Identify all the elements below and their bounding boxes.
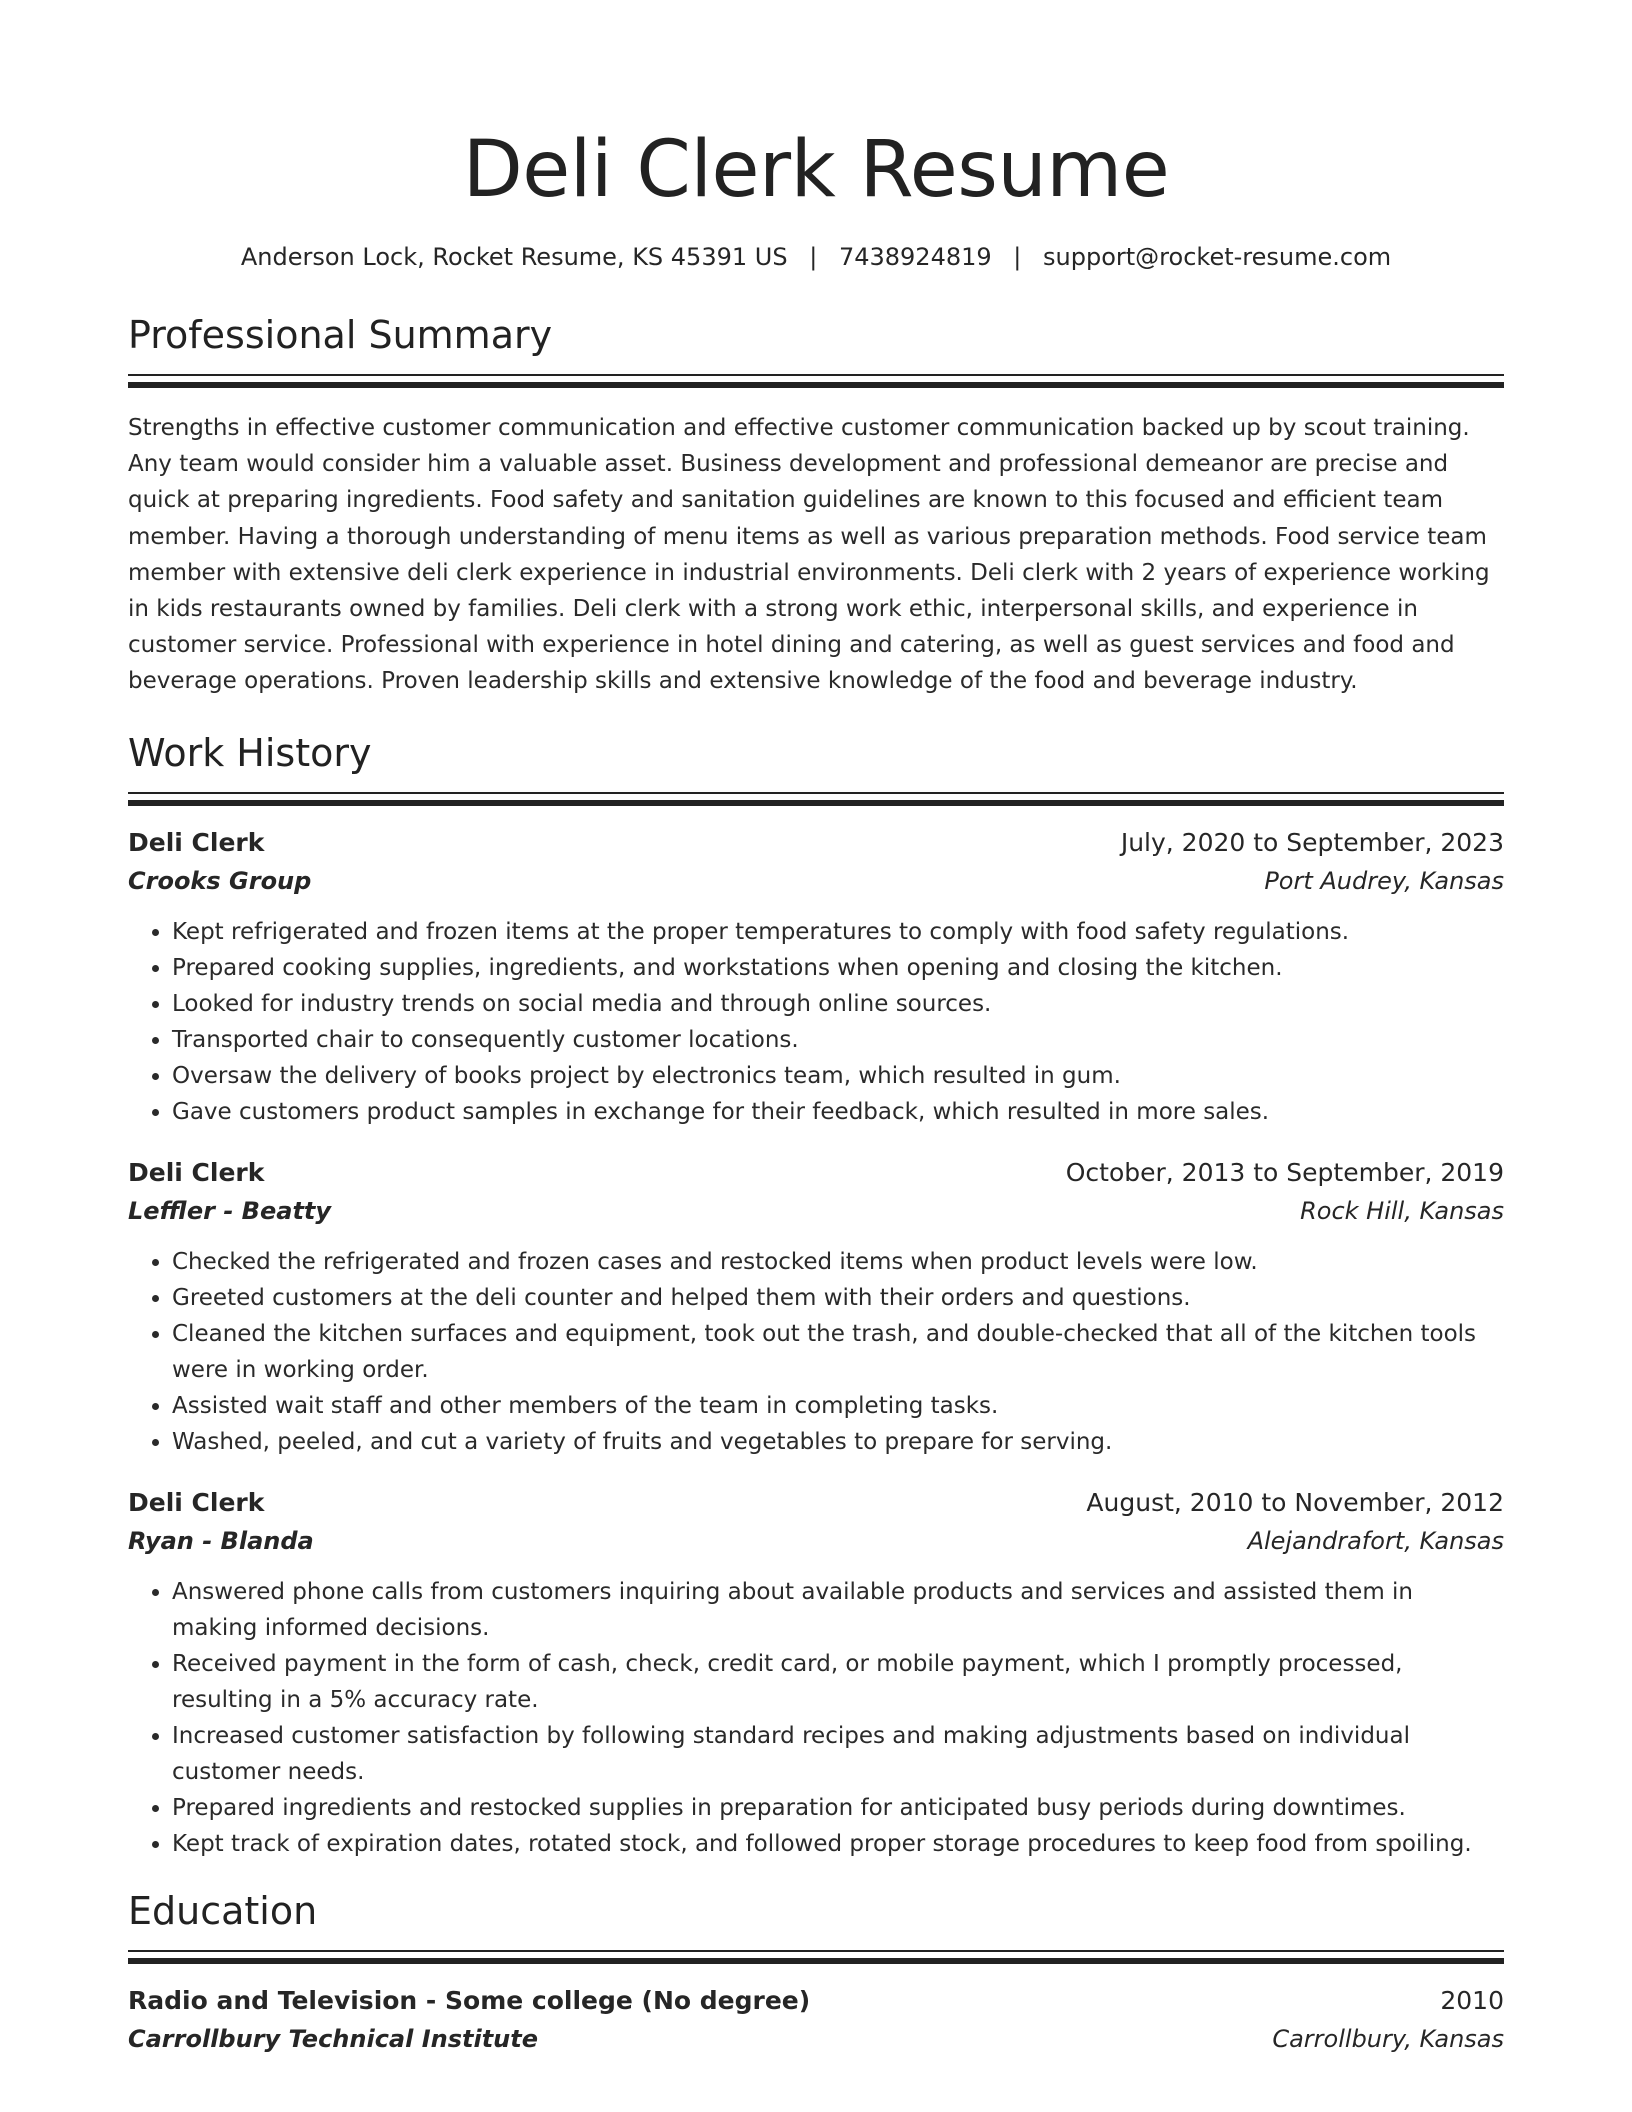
list-item: • Gave customers product samples in exchange for their feedback, which resulted in more sales. <box>172 1094 1504 1130</box>
list-item: • Increased customer satisfaction by following standard recipes and making adjustments based on individual customer needs. <box>172 1718 1504 1790</box>
contact-email: support@rocket-resume.com <box>1043 243 1392 271</box>
education-section <box>128 1886 1504 2058</box>
list-item: • Received payment in the form of cash, check, credit card, or mobile payment, which I promptly processed, resulting in a 5% accuracy rate. <box>172 1646 1504 1718</box>
section-heading-summary: Professional Summary <box>128 313 553 357</box>
summary-text: Strengths in effective customer communication and effective customer communication backed up by scout training. Any team would consider him a valuable asset. Business development and professional demeanor are precise and quick at preparing ingredients. Food safety and sanitation guidelines are known to this focused and efficient team member. Having a thorough understanding of menu items as well as various preparation methods. Food service team member with extensive deli clerk experience in industrial environments. Deli clerk with 2 years of experience working in kids restaurants owned by families. Deli clerk with a strong work ethic, interpersonal skills, and experience in customer service. Professional with experience in hotel dining and catering, as well as guest services and food and beverage operations. Proven leadership skills and extensive knowledge of the food and beverage industry. <box>128 415 1490 695</box>
list-item: • Washed, peeled, and cut a variety of fruits and vegetables to prepare for serving. <box>172 1424 1504 1460</box>
list-item: • Checked the refrigerated and frozen cases and restocked items when product levels were low. <box>172 1244 1504 1280</box>
job-dates: July, 2020 to September, 2023 <box>1120 827 1504 857</box>
education-entry <box>128 1982 1504 2058</box>
job-company: Ryan - Blanda <box>128 1526 314 1555</box>
section-heading-education: Education <box>128 1888 318 1933</box>
education-year: 2010 <box>1440 1985 1504 2015</box>
contact-line <box>128 240 1504 274</box>
job-location: Alejandrafort, Kansas <box>1247 1526 1504 1555</box>
list-item: • Looked for industry trends on social media and through online sources. <box>172 986 1504 1022</box>
work-history-section <box>128 728 1504 1862</box>
contact-separator: | <box>1013 243 1022 271</box>
job-location: Port Audrey, Kansas <box>1264 866 1504 895</box>
job-title: Deli Clerk <box>128 1157 265 1187</box>
list-item: • Greeted customers at the deli counter and helped them with their orders and questions. <box>172 1280 1504 1316</box>
education-school: Carrollbury Technical Institute <box>128 2024 539 2053</box>
job-bullets <box>128 1574 1504 1862</box>
section-divider <box>128 374 1504 388</box>
job-dates: October, 2013 to September, 2019 <box>1065 1157 1504 1187</box>
job-entry <box>128 824 1504 1130</box>
job-entry <box>128 1484 1504 1862</box>
job-bullets <box>128 914 1504 1130</box>
list-item: • Kept refrigerated and frozen items at the proper temperatures to comply with food safety regulations. <box>172 914 1504 950</box>
resume-title: Deli Clerk Resume <box>462 125 1170 215</box>
job-bullets <box>128 1244 1504 1460</box>
job-company: Crooks Group <box>128 866 312 895</box>
list-item: • Assisted wait staff and other members of the team in completing tasks. <box>172 1388 1504 1424</box>
list-item: • Prepared ingredients and restocked supplies in preparation for anticipated busy periods during downtimes. <box>172 1790 1504 1826</box>
education-degree: Radio and Television - Some college (No degree) <box>128 1985 811 2015</box>
education-location: Carrollbury, Kansas <box>1272 2024 1504 2053</box>
section-divider <box>128 1950 1504 1964</box>
list-item: • Oversaw the delivery of books project by electronics team, which resulted in gum. <box>172 1058 1504 1094</box>
list-item: • Cleaned the kitchen surfaces and equipment, took out the trash, and double-checked that all of the kitchen tools were in working order. <box>172 1316 1504 1388</box>
job-entry <box>128 1154 1504 1460</box>
section-heading-work: Work History <box>128 730 372 775</box>
summary-section <box>128 310 1504 700</box>
list-item: • Prepared cooking supplies, ingredients, and workstations when opening and closing the kitchen. <box>172 950 1504 986</box>
job-company: Leffler - Beatty <box>128 1196 332 1225</box>
list-item: • Answered phone calls from customers inquiring about available products and services and assisted them in making informed decisions. <box>172 1574 1504 1646</box>
contact-phone: 7438924819 <box>838 243 992 271</box>
contact-address: Anderson Lock, Rocket Resume, KS 45391 US <box>240 243 788 271</box>
list-item: • Transported chair to consequently customer locations. <box>172 1022 1504 1058</box>
list-item: • Kept track of expiration dates, rotated stock, and followed proper storage procedures to keep food from spoiling. <box>172 1826 1504 1862</box>
job-dates: August, 2010 to November, 2012 <box>1086 1487 1504 1517</box>
job-location: Rock Hill, Kansas <box>1300 1196 1504 1225</box>
contact-separator: | <box>809 243 818 271</box>
section-divider <box>128 792 1504 806</box>
job-title: Deli Clerk <box>128 827 265 857</box>
job-title: Deli Clerk <box>128 1487 265 1517</box>
